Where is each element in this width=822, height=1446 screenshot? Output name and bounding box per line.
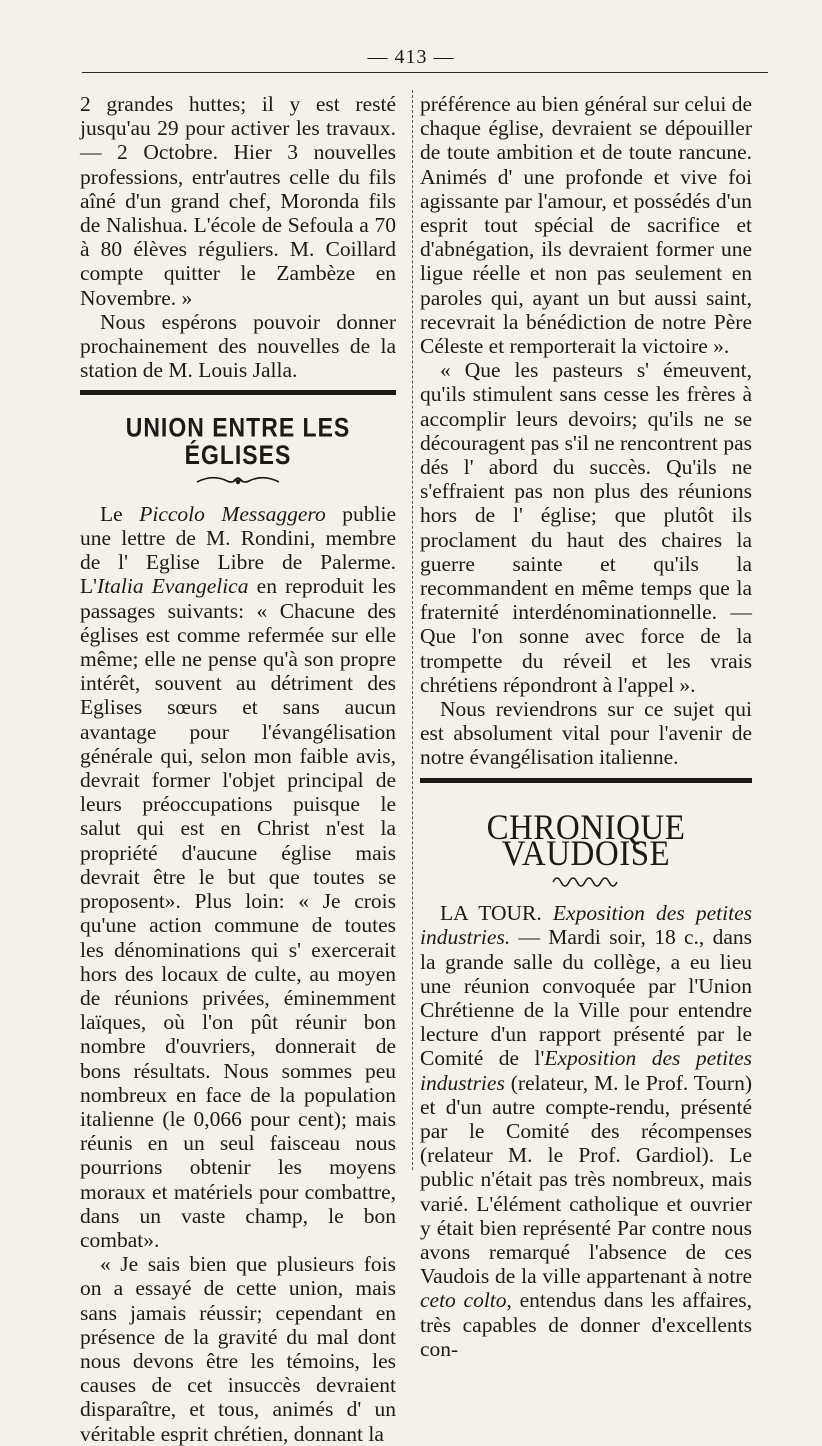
ornament-flourish	[80, 470, 396, 496]
right-paragraph-3: Nous reviendrons sur ce sujet qui est absolument vital pour l'avenir de notre évangélisation italienne.	[420, 697, 752, 770]
left-paragraph-4: « Je sais bien que plusieurs fois on a essayé de cette union, mais sans jamais réussir; cependant en présence de la gravité du mal dont nous devons être les témoins, les causes de cet insuccès devraient disparaître, et tous, animés d' un véritable esprit chrétien, donnant la	[80, 1252, 396, 1446]
left-column	[80, 92, 396, 1446]
section-title-union: UNION ENTRE LES ÉGLISES	[125, 412, 351, 471]
page-number: — 413 —	[367, 46, 455, 68]
right-paragraph-2: « Que les pasteurs s' émeuvent, qu'ils stimulent sans cesse les frères à accomplir leurs devoirs; qu'ils ne se découragent pas s'il ne rencontrent pas dés l' abord du succès. Qu'ils ne s'effraient pas non plus des réunions hors de l' église; que plutôt ils proclament du haut des chaires la guerre sainte et qu'ils la recommandent en même temps que la fraternité interdénominationnelle. — Que l'on sonne avec force de la trompette du réveil et les vrais chrétiens répondront à l'appel ».	[420, 358, 752, 697]
left-paragraph-3	[80, 502, 396, 1252]
section-divider-rule	[420, 778, 752, 783]
text-span: — Mardi soir, 18 c., dans la grande salle du collège, a eu lieu une réunion convoquée par l'Union Chrétienne de la Ville pour entendre lecture d'un rapport présenté par le Comité de l'	[420, 925, 752, 1071]
column-divider	[412, 90, 413, 1170]
right-paragraph-1: préférence au bien général sur celui de chaque église, devraient se dépouiller de toute ambition et de toute rancune. Animés d' une profonde et vive foi agissante par l'amour, et possédés d'un esprit tout spécial de sacrifice et d'abnégation, ils devraient former une ligue réelle et non pas seulement en paroles qui, ayant un but aussi saint, recevrait la bénédiction de notre Père Céleste et remporterait la victoire ».	[420, 92, 752, 359]
text-span: (relateur, M. le Prof. Tourn) et d'un autre compte-rendu, présenté par le Comité des récompenses (relateur M. le Prof. Gardiol). Le public n'était pas très nombreux, mais varié. L'élément catholique et ouvrier y était bien représenté Par contre nous avons remarqué l'absence de ces Vaudois de la ville appartenant à notre	[420, 1070, 752, 1289]
left-paragraph-2: Nous espérons pouvoir donner prochainement des nouvelles de la station de M. Louis Jalla.	[80, 309, 396, 383]
section-title-chronique: CHRONIQUE VAUDOISE	[486, 807, 686, 874]
event-title: Exposition des petites industries	[420, 1046, 752, 1095]
italic-term: ceto colto	[420, 1288, 507, 1313]
text-span: LA TOUR.	[440, 901, 553, 926]
text-span: publie une lettre de M. Rondini, membre de l' Eglise Libre de Palerme. L'	[80, 501, 396, 599]
text-span: en reproduit les passages suivants: « Chacune des églises est comme refermée sur elle même; elle ne pense qu'à son propre intérêt, souvent au détriment des Eglises sœurs et sans aucun avantage pour l'évangélisation générale qui, selon mon faible avis, devrait former l'objet principal de leurs préoccupations puisque le salut qui est en Christ n'est la propriété d'aucune église mais devrait être le but que toutes se proposent». Plus loin: « Je crois qu'une action commune de toutes les dénominations qui s' exercerait hors des locaux de culte, au moyen de réunions privées, éminemment laïques, où l'on pût réunir bon nombre d'ouvriers, donnerait de bons résultats. Nous sommes peu nombreux en face de la population italienne (le 0,066 pour cent); mais réunis en un seul faisceau nous pourrions obtenir les moyens moraux et matériels pour combattre, dans un vaste champ, le bon combat».	[80, 574, 396, 1252]
newspaper-title: Italia Evangelica	[97, 574, 249, 599]
section-divider-rule	[80, 390, 396, 395]
text-span: , entendus dans les affaires, très capables de donner d'excellents con-	[420, 1288, 752, 1361]
right-column	[420, 92, 752, 1361]
left-paragraph-1: 2 grandes huttes; il y est resté jusqu'au 29 pour activer les travaux. — 2 Octobre. Hier 3 nouvelles professions, entr'autres celle du fils aîné d'un grand chef, Moronda fils de Nalishua. L'école de Sefoula a 70 à 80 élèves réguliers. M. Coillard compte quitter le Zambèze en Novembre. »	[80, 92, 396, 310]
header-rule	[82, 72, 768, 73]
newspaper-title: Piccolo Messaggero	[139, 501, 326, 526]
right-paragraph-4	[420, 901, 752, 1361]
event-title: Exposition des petites industries.	[420, 901, 752, 950]
text-span: Le	[100, 501, 140, 526]
